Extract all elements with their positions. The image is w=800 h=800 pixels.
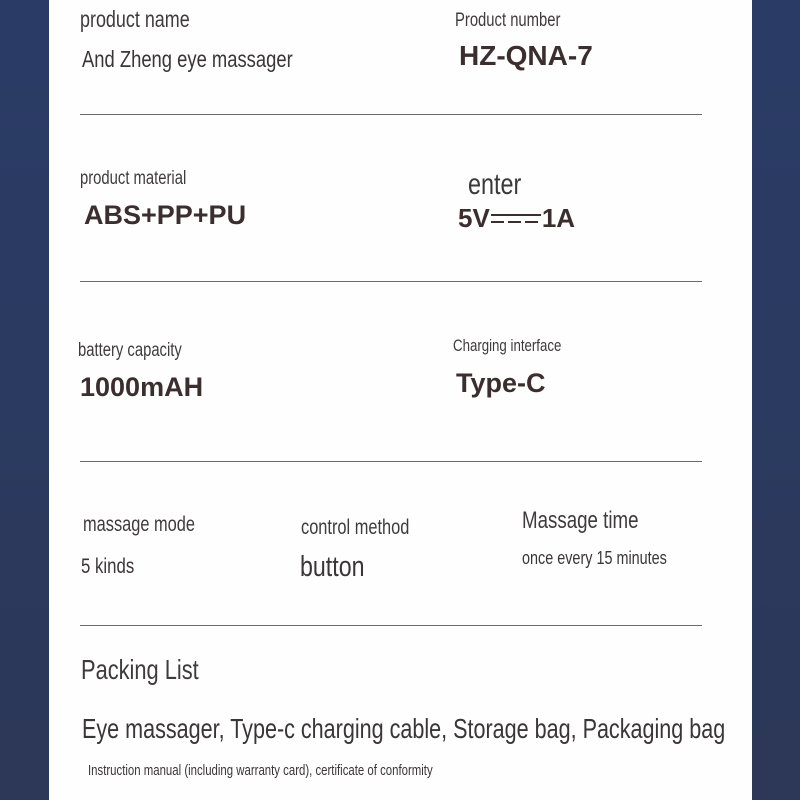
- input-current: 1A: [541, 203, 576, 233]
- product-number-label: Product number: [455, 10, 561, 31]
- packing-list-documents: Instruction manual (including warranty card), certificate of conformity: [88, 762, 433, 779]
- charging-interface-value: Type-C: [456, 368, 546, 398]
- input-voltage: 5V: [458, 203, 490, 233]
- product-name-label: product name: [80, 6, 190, 32]
- divider: [80, 625, 702, 626]
- product-material-value: ABS+PP+PU: [84, 200, 247, 230]
- massage-mode-label: massage mode: [83, 513, 195, 536]
- battery-capacity-value: 1000mAH: [80, 372, 204, 402]
- control-method-value: button: [300, 551, 365, 583]
- control-method-label: control method: [301, 516, 410, 539]
- massage-mode-value: 5 kinds: [81, 555, 135, 578]
- massage-time-value: once every 15 minutes: [522, 548, 667, 568]
- divider: [80, 114, 702, 115]
- charging-interface-label: Charging interface: [453, 336, 562, 355]
- input-value: [458, 203, 575, 234]
- input-label: enter: [468, 168, 522, 201]
- product-material-label: product material: [80, 168, 187, 189]
- packing-list-title: Packing List: [81, 654, 199, 685]
- divider: [80, 461, 702, 462]
- battery-capacity-label: battery capacity: [78, 340, 182, 361]
- divider: [80, 281, 702, 282]
- packing-list-items: Eye massager, Type-c charging cable, Storage bag, Packaging bag: [82, 713, 726, 744]
- massage-time-label: Massage time: [522, 507, 639, 534]
- product-name-value: And Zheng eye massager: [82, 46, 293, 72]
- dc-symbol-icon: [491, 211, 541, 225]
- product-number-value: HZ-QNA-7: [459, 40, 593, 71]
